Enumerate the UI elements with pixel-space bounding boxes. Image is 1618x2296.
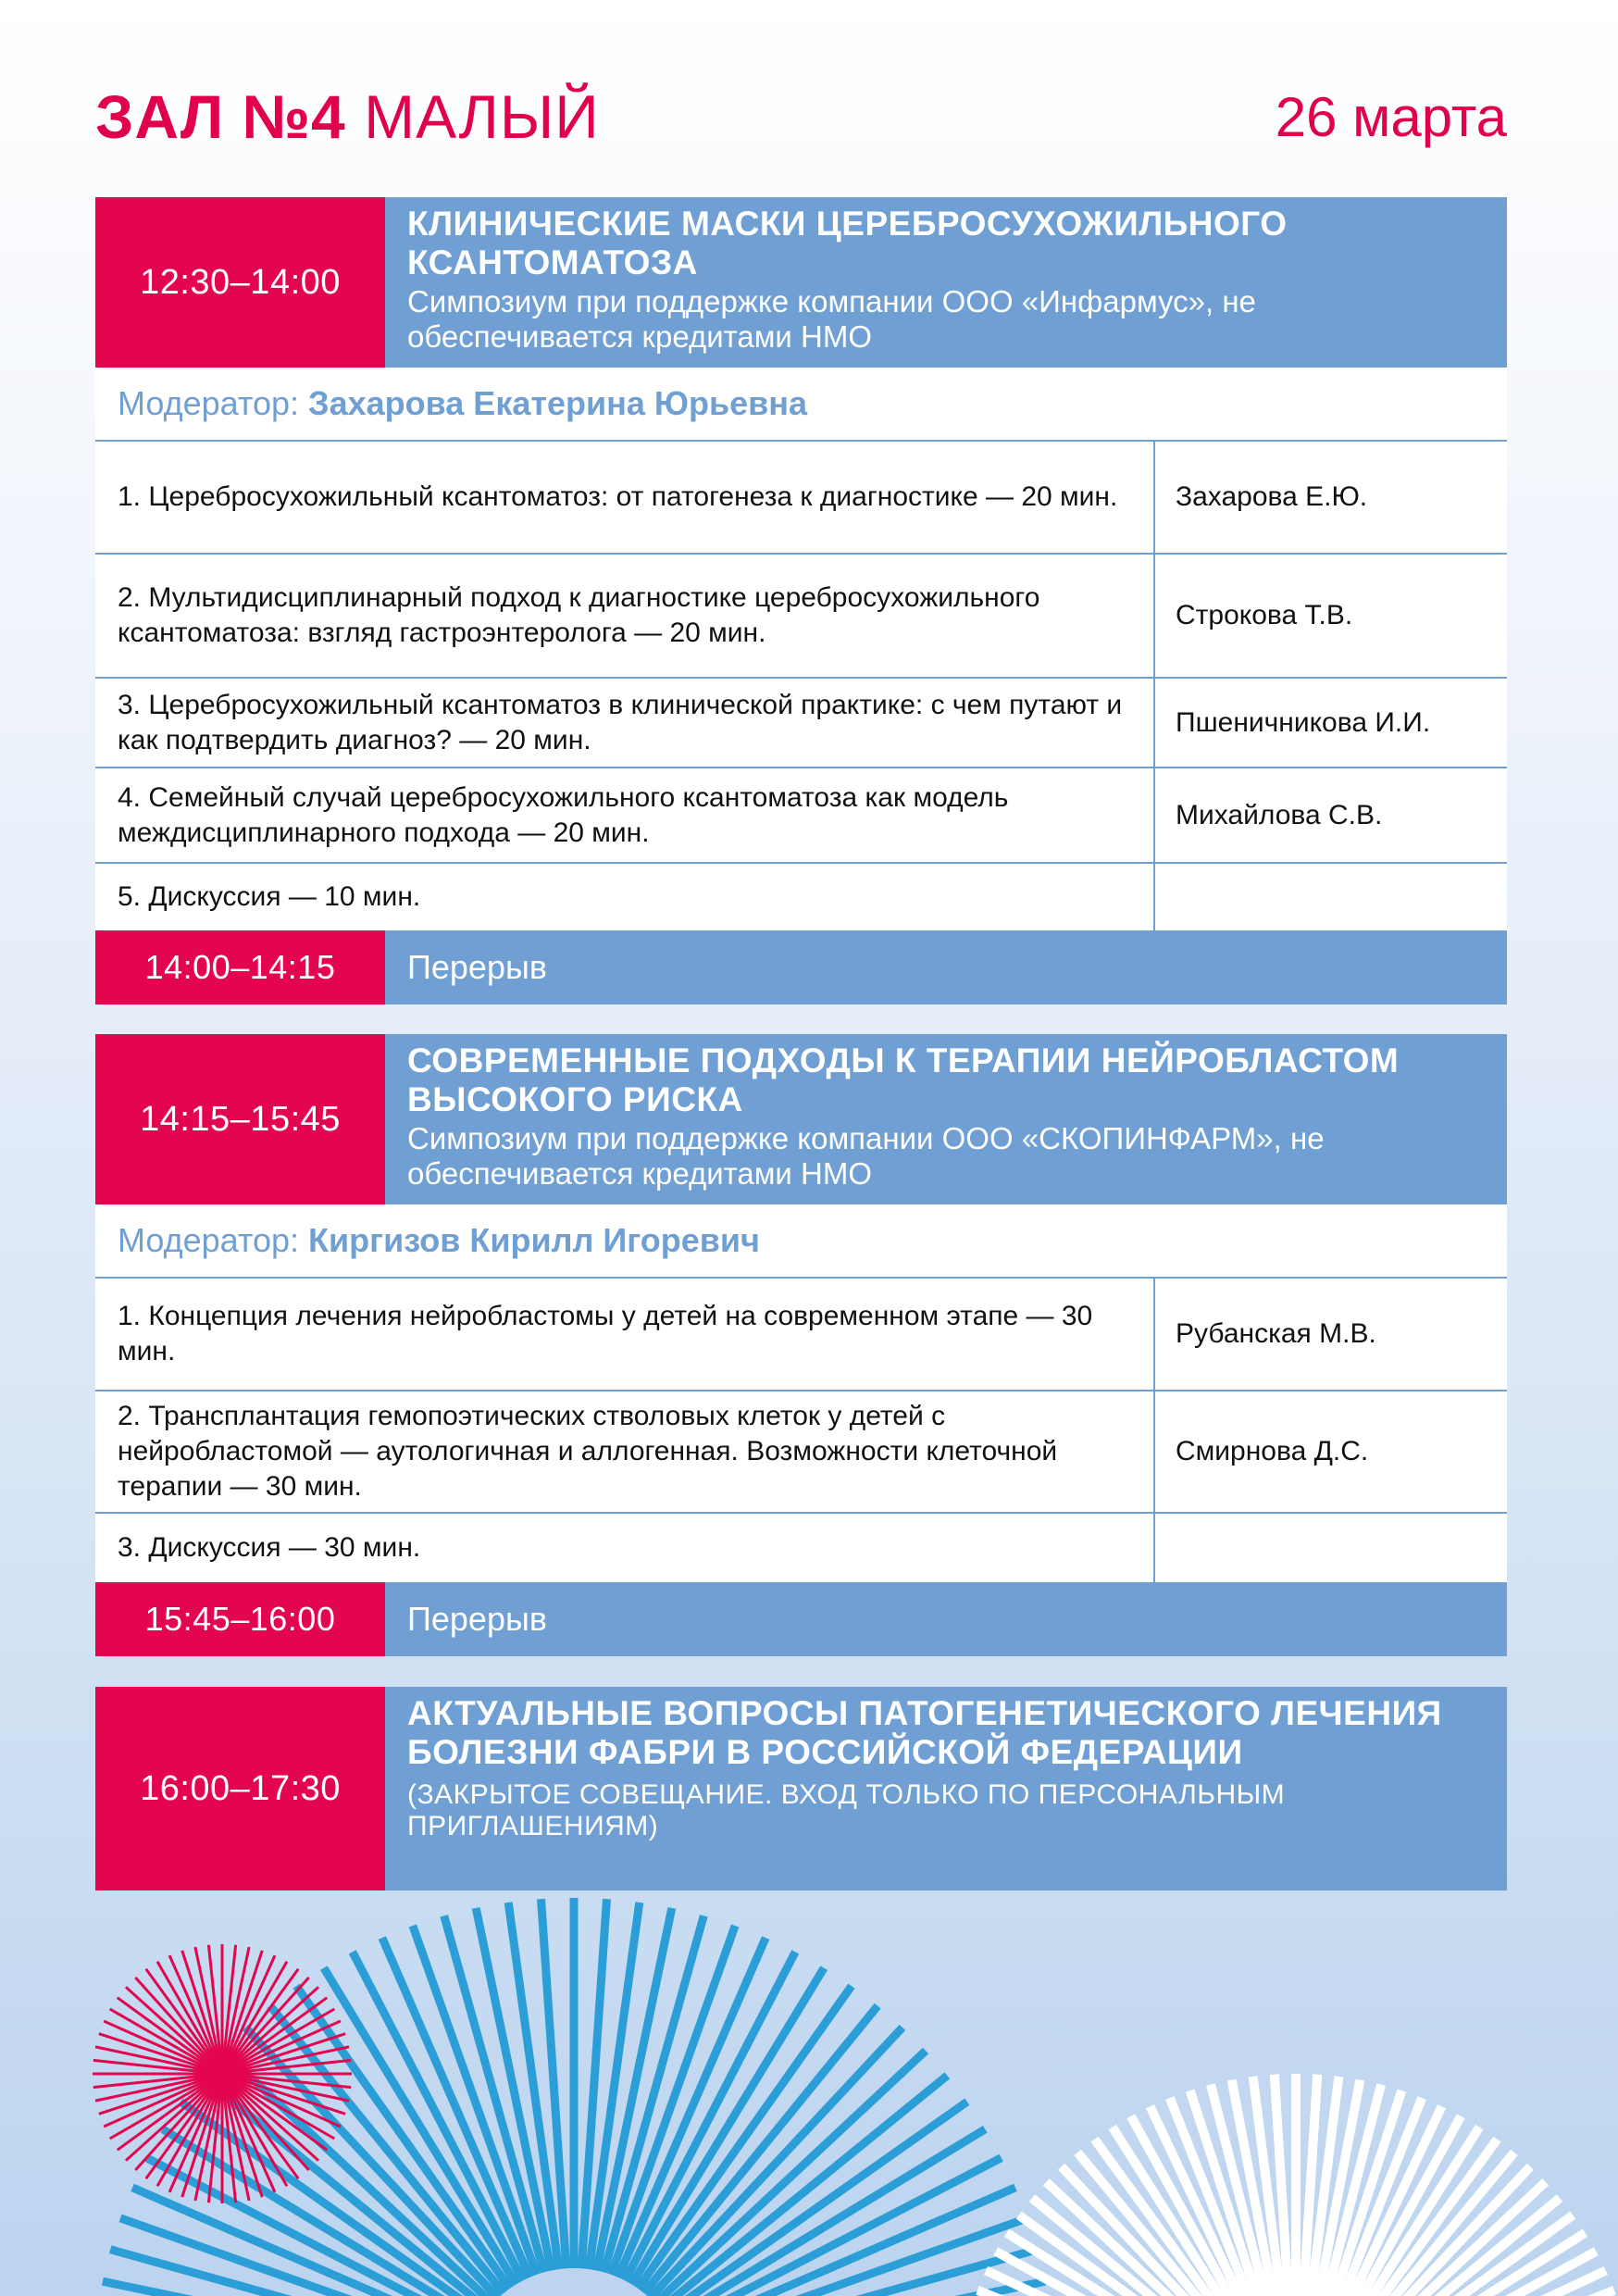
session-time: 16:00–17:30 (95, 1687, 385, 1890)
talk-speaker (1155, 864, 1507, 930)
session-3 (95, 1687, 1507, 1890)
session-title-box (385, 1034, 1507, 1204)
break-label: Перерыв (385, 930, 1507, 1004)
break-time: 14:00–14:15 (95, 930, 385, 1004)
talk-row (95, 555, 1507, 679)
talk-row (95, 679, 1507, 768)
talk-speaker: Рубанская М.В. (1176, 1318, 1376, 1349)
page-header (95, 81, 1507, 156)
moderator-name: Захарова Екатерина Юрьевна (308, 384, 808, 422)
talk-row (95, 864, 1507, 930)
session-title: АКТУАЛЬНЫЕ ВОПРОСЫ ПАТОГЕНЕТИЧЕСКОГО ЛЕЧЕНИЯ БОЛЕЗНИ ФАБРИ В РОССИЙСКОЙ ФЕДЕРАЦИИ (407, 1694, 1442, 1771)
break-row (95, 1582, 1507, 1656)
session-title-box (385, 1687, 1507, 1890)
talk-topic: 5. Дискуссия — 10 мин. (95, 864, 1155, 930)
session-subtitle: Симпозиум при поддержке компании ООО «Инфармус», не обеспечивается кредитами НМО (407, 284, 1256, 354)
event-date: 26 марта (1275, 86, 1507, 148)
moderator-row (95, 1204, 1507, 1279)
decorative-fans (0, 1898, 1618, 2296)
talk-speaker: Пшеничникова И.И. (1176, 706, 1431, 738)
talk-speaker: Строкова Т.В. (1176, 600, 1353, 630)
talk-topic: 2. Трансплантация гемопоэтических стволовых клеток у детей с нейробластомой — аутологичная и аллогенная. Возможности клеточной терапии — 30 мин. (95, 1391, 1155, 1512)
talk-speaker: Михайлова С.В. (1176, 799, 1383, 830)
talk-topic: 3. Церебросухожильный ксантоматоз в клинической практике: с чем путают и как подтвердить диагноз? — 20 мин. (95, 679, 1155, 767)
session-title: СОВРЕМЕННЫЕ ПОДХОДЫ К ТЕРАПИИ НЕЙРОБЛАСТОМ ВЫСОКОГО РИСКА (407, 1042, 1400, 1118)
talk-speaker: Захарова Е.Ю. (1176, 481, 1368, 512)
talk-topic: 4. Семейный случай церебросухожильного ксантоматоза как модель междисциплинарного подхода — 20 мин. (95, 768, 1155, 862)
session-time: 14:15–15:45 (95, 1034, 385, 1204)
talk-speaker: Смирнова Д.С. (1176, 1436, 1369, 1466)
talk-row (95, 1514, 1507, 1582)
talk-row (95, 768, 1507, 864)
moderator-label: Модератор: (118, 1221, 300, 1259)
talk-topic: 2. Мультидисциплинарный подход к диагностике церебросухожильного ксантоматоза: взгляд гастроэнтеролога — 20 мин. (95, 555, 1155, 677)
session-subtitle: Симпозиум при поддержке компании ООО «СКОПИНФАРМ», не обеспечивается кредитами НМО (407, 1121, 1325, 1191)
moderator-row (95, 368, 1507, 442)
session-2 (95, 1034, 1507, 1656)
talk-row (95, 1279, 1507, 1391)
red-circle-center (205, 2057, 239, 2090)
white-fan-decoration (953, 2074, 1618, 2296)
session-title-box (385, 197, 1507, 368)
moderator-name: Киргизов Кирилл Игоревич (308, 1221, 760, 1259)
session-title: КЛИНИЧЕСКИЕ МАСКИ ЦЕРЕБРОСУХОЖИЛЬНОГО КСАНТОМАТОЗА (407, 205, 1288, 281)
talk-topic: 1. Концепция лечения нейробластомы у детей на современном этапе — 30 мин. (95, 1279, 1155, 1390)
moderator-label: Модератор: (118, 384, 300, 422)
hall-title (95, 81, 600, 152)
session-time: 12:30–14:00 (95, 197, 385, 368)
break-time: 15:45–16:00 (95, 1582, 385, 1656)
talk-topic: 1. Церебросухожильный ксантоматоз: от патогенеза к диагностике — 20 мин. (95, 442, 1155, 553)
hall-name: МАЛЫЙ (364, 82, 600, 151)
talk-row (95, 442, 1507, 555)
break-row (95, 930, 1507, 1004)
talk-topic: 3. Дискуссия — 30 мин. (95, 1514, 1155, 1582)
session-note: (ЗАКРЫТОЕ СОВЕЩАНИЕ. ВХОД ТОЛЬКО ПО ПЕРСОНАЛЬНЫМ ПРИГЛАШЕНИЯМ) (407, 1779, 1286, 1841)
hall-number: ЗАЛ №4 (95, 82, 346, 151)
session-1 (95, 197, 1507, 1004)
talk-row (95, 1391, 1507, 1514)
talk-speaker (1155, 1514, 1507, 1582)
break-label: Перерыв (385, 1582, 1507, 1656)
